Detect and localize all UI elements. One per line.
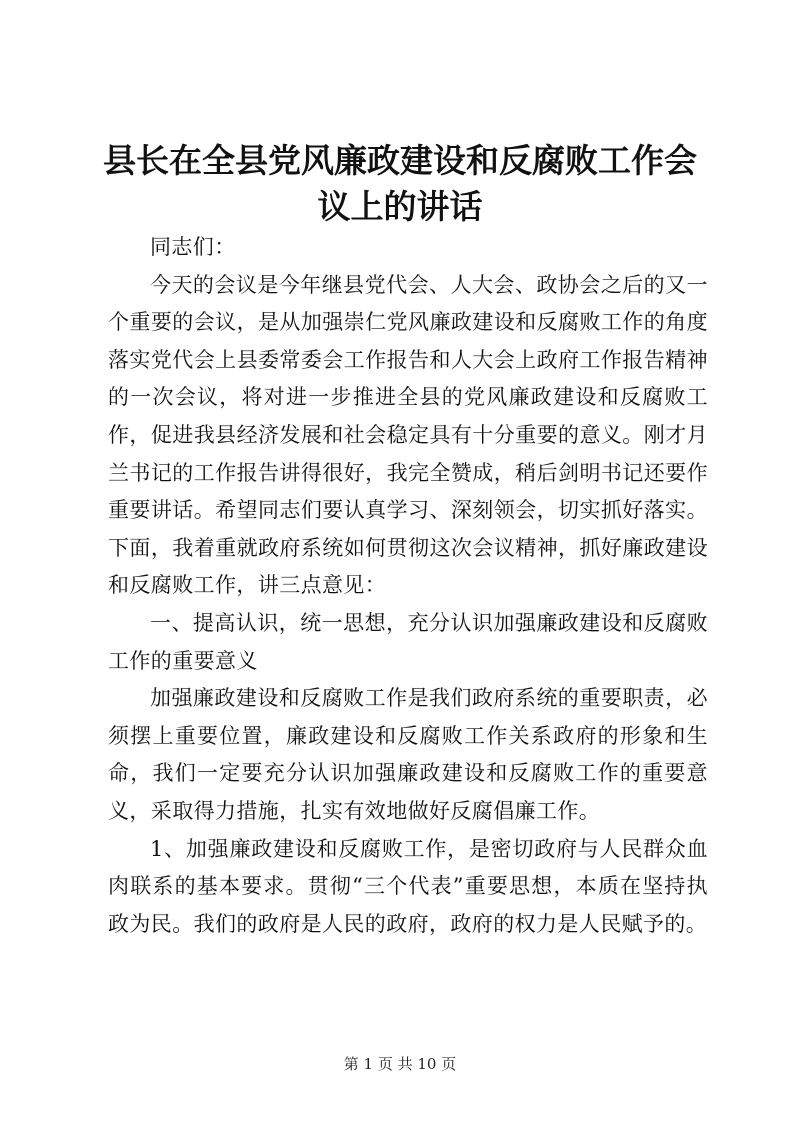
section-heading-1: 一、提高认识，统一思想，充分认识加强廉政建设和反腐败工作的重要意义 bbox=[108, 610, 708, 673]
document-title: 县长在全县党风廉政建设和反腐败工作会议上的讲话 bbox=[103, 141, 697, 226]
salutation: 同志们： bbox=[150, 235, 236, 259]
page-footer: 第 1 页 共 10 页 bbox=[343, 1055, 457, 1073]
paragraph-point-1: 1、加强廉政建设和反腐败工作，是密切政府与人民群众血肉联系的基本要求。贯彻“三个代表”重要思想，本质在坚持执政为民。我们的政府是人民的政府，政府的权力是人民赋予的。 bbox=[108, 836, 708, 936]
paragraph-section-1: 加强廉政建设和反腐败工作是我们政府系统的重要职责，必须摆上重要位置，廉政建设和反腐败工作关系政府的形象和生命，我们一定要充分认识加强廉政建设和反腐败工作的重要意义，采取得力措施，扎实有效地做好反腐倡廉工作。 bbox=[108, 686, 708, 823]
paragraph-intro: 今天的会议是今年继县党代会、人大会、政协会之后的又一个重要的会议，是从加强崇仁党风廉政建设和反腐败工作的角度落实党代会上县委常委会工作报告和人大会上政府工作报告精神的一次会议，将对进一步推进全县的党风廉政建设和反腐败工作，促进我县经济发展和社会稳定具有十分重要的意义。刚才月兰书记的工作报告讲得很好，我完全赞成，稍后剑明书记还要作重要讲话。希望同志们要认真学习、深刻领会，切实抓好落实。下面，我着重就政府系统如何贯彻这次会议精神，抓好廉政建设和反腐败工作，讲三点意见： bbox=[108, 272, 708, 598]
document-body bbox=[108, 229, 708, 943]
